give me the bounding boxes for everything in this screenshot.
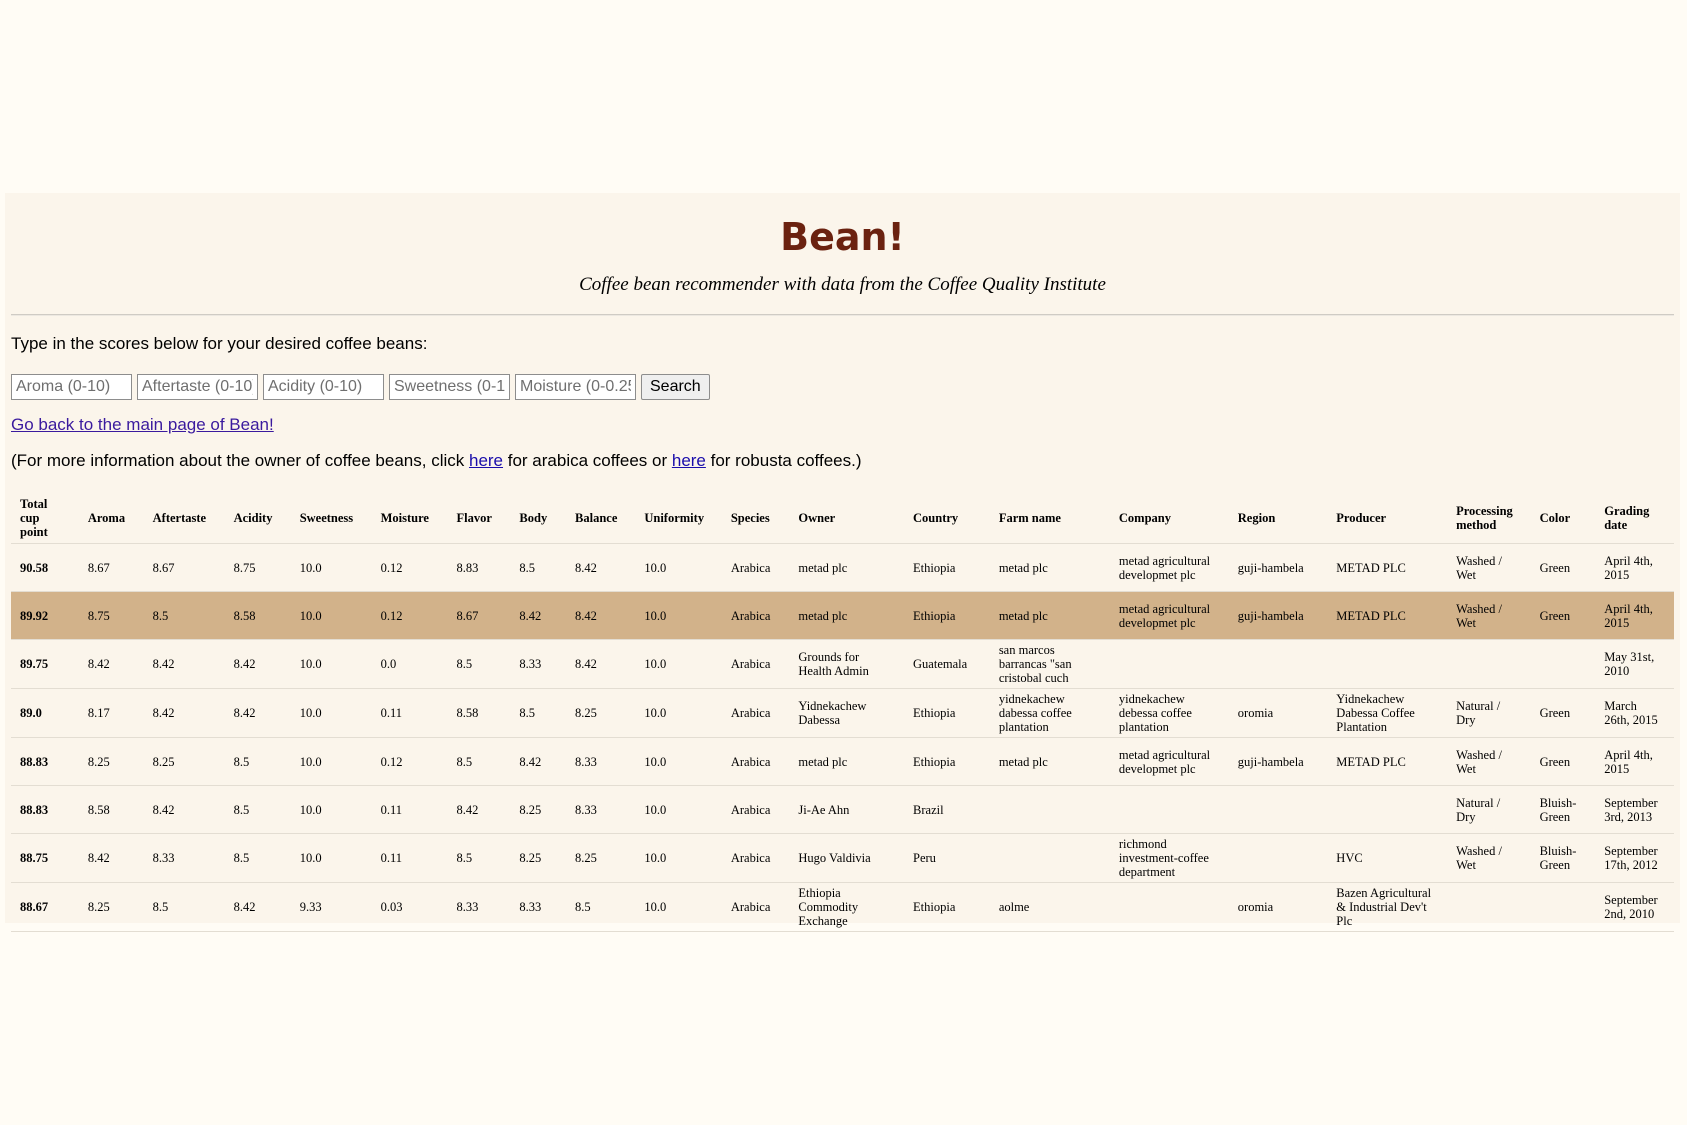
info-prefix: (For more information about the owner of coffee beans, click [11, 451, 469, 470]
moisture-input[interactable] [515, 374, 636, 400]
header-divider [11, 314, 1674, 316]
bean-app [5, 193, 1680, 928]
cell-company [1110, 786, 1229, 834]
cell-balance: 8.42 [566, 640, 635, 689]
cell-color [1531, 883, 1596, 932]
cell-grading-date: May 31st, 2010 [1595, 640, 1674, 689]
cell-total-cup-point: 89.75 [11, 640, 79, 689]
cell-aroma: 8.25 [79, 883, 144, 932]
cell-grading-date: April 4th, 2015 [1595, 592, 1674, 640]
cell-balance: 8.25 [566, 689, 635, 738]
cell-moisture: 0.12 [372, 544, 448, 592]
header-company: Company [1110, 493, 1229, 544]
cell-color [1531, 640, 1596, 689]
cell-moisture: 0.12 [372, 592, 448, 640]
cell-aftertaste: 8.33 [144, 834, 225, 883]
cell-owner: Ethiopia Commodity Exchange [789, 883, 904, 932]
cell-sweetness: 10.0 [291, 786, 372, 834]
header-aroma: Aroma [79, 493, 144, 544]
cell-grading-date: March 26th, 2015 [1595, 689, 1674, 738]
cell-processing-method [1447, 883, 1530, 932]
cell-aftertaste: 8.5 [144, 592, 225, 640]
cell-flavor: 8.33 [448, 883, 511, 932]
page-title: Bean! [780, 215, 905, 259]
cell-flavor: 8.83 [448, 544, 511, 592]
header-producer: Producer [1327, 493, 1447, 544]
table-row[interactable] [11, 640, 1674, 689]
cell-total-cup-point: 89.92 [11, 592, 79, 640]
cell-producer [1327, 786, 1447, 834]
cell-producer: METAD PLC [1327, 738, 1447, 786]
cell-flavor: 8.67 [448, 592, 511, 640]
header-moisture: Moisture [372, 493, 448, 544]
cell-company: metad agricultural developmet plc [1110, 738, 1229, 786]
cell-aroma: 8.58 [79, 786, 144, 834]
cell-aroma: 8.17 [79, 689, 144, 738]
cell-acidity: 8.5 [225, 786, 291, 834]
cell-body: 8.25 [510, 834, 566, 883]
cell-producer [1327, 640, 1447, 689]
header-flavor: Flavor [448, 493, 511, 544]
cell-country: Ethiopia [904, 544, 990, 592]
cell-owner: Ji-Ae Ahn [789, 786, 904, 834]
cell-farm-name [990, 834, 1110, 883]
cell-grading-date: September 2nd, 2010 [1595, 883, 1674, 932]
cell-producer: HVC [1327, 834, 1447, 883]
cell-region: guji-hambela [1229, 544, 1328, 592]
cell-moisture: 0.03 [372, 883, 448, 932]
cell-body: 8.33 [510, 640, 566, 689]
cell-company [1110, 883, 1229, 932]
cell-body: 8.25 [510, 786, 566, 834]
cell-color: Green [1531, 592, 1596, 640]
cell-moisture: 0.11 [372, 786, 448, 834]
cell-region: guji-hambela [1229, 592, 1328, 640]
cell-farm-name: metad plc [990, 592, 1110, 640]
cell-company: richmond investment-coffee department [1110, 834, 1229, 883]
table-row[interactable] [11, 883, 1674, 932]
cell-processing-method: Washed / Wet [1447, 738, 1530, 786]
cell-owner: Grounds for Health Admin [789, 640, 904, 689]
cell-region: oromia [1229, 883, 1328, 932]
cell-producer: Yidnekachew Dabessa Coffee Plantation [1327, 689, 1447, 738]
cell-body: 8.5 [510, 689, 566, 738]
cell-company: yidnekachew debessa coffee plantation [1110, 689, 1229, 738]
cell-moisture: 0.12 [372, 738, 448, 786]
cell-owner: metad plc [789, 592, 904, 640]
cell-owner: Yidnekachew Dabessa [789, 689, 904, 738]
cell-acidity: 8.42 [225, 883, 291, 932]
table-row[interactable] [11, 834, 1674, 883]
header-aftertaste: Aftertaste [144, 493, 225, 544]
cell-aftertaste: 8.25 [144, 738, 225, 786]
cell-country: Guatemala [904, 640, 990, 689]
cell-body: 8.5 [510, 544, 566, 592]
cell-uniformity: 10.0 [635, 544, 721, 592]
cell-species: Arabica [722, 689, 790, 738]
cell-region [1229, 834, 1328, 883]
header-sweetness: Sweetness [291, 493, 372, 544]
owner-info-text [11, 451, 1674, 471]
cell-country: Ethiopia [904, 738, 990, 786]
cell-region: oromia [1229, 689, 1328, 738]
back-to-main-link[interactable]: Go back to the main page of Bean! [11, 415, 274, 434]
header-country: Country [904, 493, 990, 544]
table-body [11, 544, 1674, 932]
header-processing-method: Processing method [1447, 493, 1530, 544]
cell-flavor: 8.58 [448, 689, 511, 738]
aftertaste-input[interactable] [137, 374, 258, 400]
coffee-results-table [11, 493, 1674, 932]
cell-uniformity: 10.0 [635, 689, 721, 738]
header-farm-name: Farm name [990, 493, 1110, 544]
header-acidity: Acidity [225, 493, 291, 544]
cell-body: 8.42 [510, 738, 566, 786]
cell-country: Ethiopia [904, 689, 990, 738]
cell-farm-name: metad plc [990, 738, 1110, 786]
cell-farm-name: san marcos barrancas "san cristobal cuch [990, 640, 1110, 689]
arabica-owner-link[interactable]: here [468, 451, 504, 470]
table-header-row [11, 493, 1674, 544]
cell-aroma: 8.67 [79, 544, 144, 592]
cell-flavor: 8.5 [448, 738, 511, 786]
cell-color: Green [1531, 738, 1596, 786]
cell-company [1110, 640, 1229, 689]
cell-balance: 8.33 [566, 786, 635, 834]
cell-sweetness: 10.0 [291, 592, 372, 640]
cell-total-cup-point: 90.58 [11, 544, 79, 592]
cell-processing-method: Washed / Wet [1447, 834, 1530, 883]
cell-processing-method: Natural / Dry [1447, 786, 1530, 834]
cell-owner: Hugo Valdivia [789, 834, 904, 883]
table-row[interactable] [11, 738, 1674, 786]
cell-species: Arabica [722, 592, 790, 640]
cell-farm-name: aolme [990, 883, 1110, 932]
cell-country: Ethiopia [904, 883, 990, 932]
cell-total-cup-point: 89.0 [11, 689, 79, 738]
cell-species: Arabica [722, 738, 790, 786]
cell-sweetness: 9.33 [291, 883, 372, 932]
cell-body: 8.33 [510, 883, 566, 932]
back-link-row [11, 415, 1674, 435]
cell-balance: 8.42 [566, 544, 635, 592]
cell-uniformity: 10.0 [635, 592, 721, 640]
cell-total-cup-point: 88.83 [11, 786, 79, 834]
cell-flavor: 8.5 [448, 834, 511, 883]
cell-uniformity: 10.0 [635, 738, 721, 786]
cell-owner: metad plc [789, 544, 904, 592]
cell-processing-method [1447, 640, 1530, 689]
cell-moisture: 0.11 [372, 689, 448, 738]
cell-acidity: 8.5 [225, 834, 291, 883]
cell-moisture: 0.0 [372, 640, 448, 689]
cell-aroma: 8.75 [79, 592, 144, 640]
robusta-owner-link[interactable]: here [671, 451, 706, 470]
cell-color: Green [1531, 689, 1596, 738]
cell-processing-method: Washed / Wet [1447, 544, 1530, 592]
aroma-input[interactable] [11, 374, 132, 400]
header-total-cup-point: Total cup point [11, 493, 79, 544]
cell-producer: Bazen Agricultural & Industrial Dev't Plc [1327, 883, 1447, 932]
cell-species: Arabica [722, 786, 790, 834]
sweetness-input[interactable] [389, 374, 510, 400]
cell-acidity: 8.75 [225, 544, 291, 592]
cell-farm-name: metad plc [990, 544, 1110, 592]
cell-processing-method: Washed / Wet [1447, 592, 1530, 640]
cell-owner: metad plc [789, 738, 904, 786]
cell-country: Ethiopia [904, 592, 990, 640]
header-color: Color [1531, 493, 1596, 544]
cell-farm-name [990, 786, 1110, 834]
header-balance: Balance [566, 493, 635, 544]
cell-color: Green [1531, 544, 1596, 592]
cell-balance: 8.42 [566, 592, 635, 640]
cell-flavor: 8.42 [448, 786, 511, 834]
cell-country: Brazil [904, 786, 990, 834]
cell-sweetness: 10.0 [291, 640, 372, 689]
score-search-form [11, 374, 1674, 400]
cell-color: Bluish-Green [1531, 834, 1596, 883]
cell-aroma: 8.42 [79, 834, 144, 883]
cell-species: Arabica [722, 834, 790, 883]
table-row[interactable] [11, 544, 1674, 592]
cell-company: metad agricultural developmet plc [1110, 592, 1229, 640]
cell-grading-date: September 3rd, 2013 [1595, 786, 1674, 834]
cell-producer: METAD PLC [1327, 592, 1447, 640]
cell-company: metad agricultural developmet plc [1110, 544, 1229, 592]
header-region: Region [1229, 493, 1328, 544]
acidity-input[interactable] [263, 374, 384, 400]
header-uniformity: Uniformity [635, 493, 721, 544]
table-row[interactable] [11, 592, 1674, 640]
table-row[interactable] [11, 689, 1674, 738]
cell-country: Peru [904, 834, 990, 883]
cell-species: Arabica [722, 883, 790, 932]
cell-uniformity: 10.0 [635, 834, 721, 883]
cell-species: Arabica [722, 544, 790, 592]
cell-body: 8.42 [510, 592, 566, 640]
info-middle: for arabica coffees or [503, 451, 672, 470]
info-suffix: for robusta coffees.) [705, 451, 862, 470]
cell-region [1229, 786, 1328, 834]
cell-balance: 8.25 [566, 834, 635, 883]
cell-aroma: 8.25 [79, 738, 144, 786]
cell-total-cup-point: 88.67 [11, 883, 79, 932]
header-grading-date: Grading date [1595, 493, 1674, 544]
table-row[interactable] [11, 786, 1674, 834]
cell-uniformity: 10.0 [635, 640, 721, 689]
cell-acidity: 8.42 [225, 689, 291, 738]
cell-color: Bluish-Green [1531, 786, 1596, 834]
header-species: Species [722, 493, 790, 544]
cell-species: Arabica [722, 640, 790, 689]
cell-aftertaste: 8.5 [144, 883, 225, 932]
cell-uniformity: 10.0 [635, 883, 721, 932]
cell-aftertaste: 8.42 [144, 640, 225, 689]
search-button[interactable]: Search [641, 374, 710, 400]
cell-total-cup-point: 88.75 [11, 834, 79, 883]
cell-grading-date: April 4th, 2015 [1595, 544, 1674, 592]
cell-sweetness: 10.0 [291, 834, 372, 883]
cell-sweetness: 10.0 [291, 738, 372, 786]
cell-sweetness: 10.0 [291, 544, 372, 592]
cell-region [1229, 640, 1328, 689]
cell-farm-name: yidnekachew dabessa coffee plantation [990, 689, 1110, 738]
header-owner: Owner [789, 493, 904, 544]
cell-grading-date: September 17th, 2012 [1595, 834, 1674, 883]
cell-flavor: 8.5 [448, 640, 511, 689]
cell-producer: METAD PLC [1327, 544, 1447, 592]
cell-balance: 8.33 [566, 738, 635, 786]
cell-acidity: 8.58 [225, 592, 291, 640]
header-body: Body [510, 493, 566, 544]
cell-sweetness: 10.0 [291, 689, 372, 738]
cell-aftertaste: 8.42 [144, 786, 225, 834]
cell-total-cup-point: 88.83 [11, 738, 79, 786]
cell-acidity: 8.5 [225, 738, 291, 786]
cell-uniformity: 10.0 [635, 786, 721, 834]
page-subtitle: Coffee bean recommender with data from the Coffee Quality Institute [579, 274, 1106, 295]
cell-aftertaste: 8.67 [144, 544, 225, 592]
cell-grading-date: April 4th, 2015 [1595, 738, 1674, 786]
cell-moisture: 0.11 [372, 834, 448, 883]
cell-aroma: 8.42 [79, 640, 144, 689]
cell-processing-method: Natural / Dry [1447, 689, 1530, 738]
cell-aftertaste: 8.42 [144, 689, 225, 738]
cell-balance: 8.5 [566, 883, 635, 932]
search-prompt: Type in the scores below for your desired coffee beans: [11, 334, 428, 353]
cell-acidity: 8.42 [225, 640, 291, 689]
cell-region: guji-hambela [1229, 738, 1328, 786]
